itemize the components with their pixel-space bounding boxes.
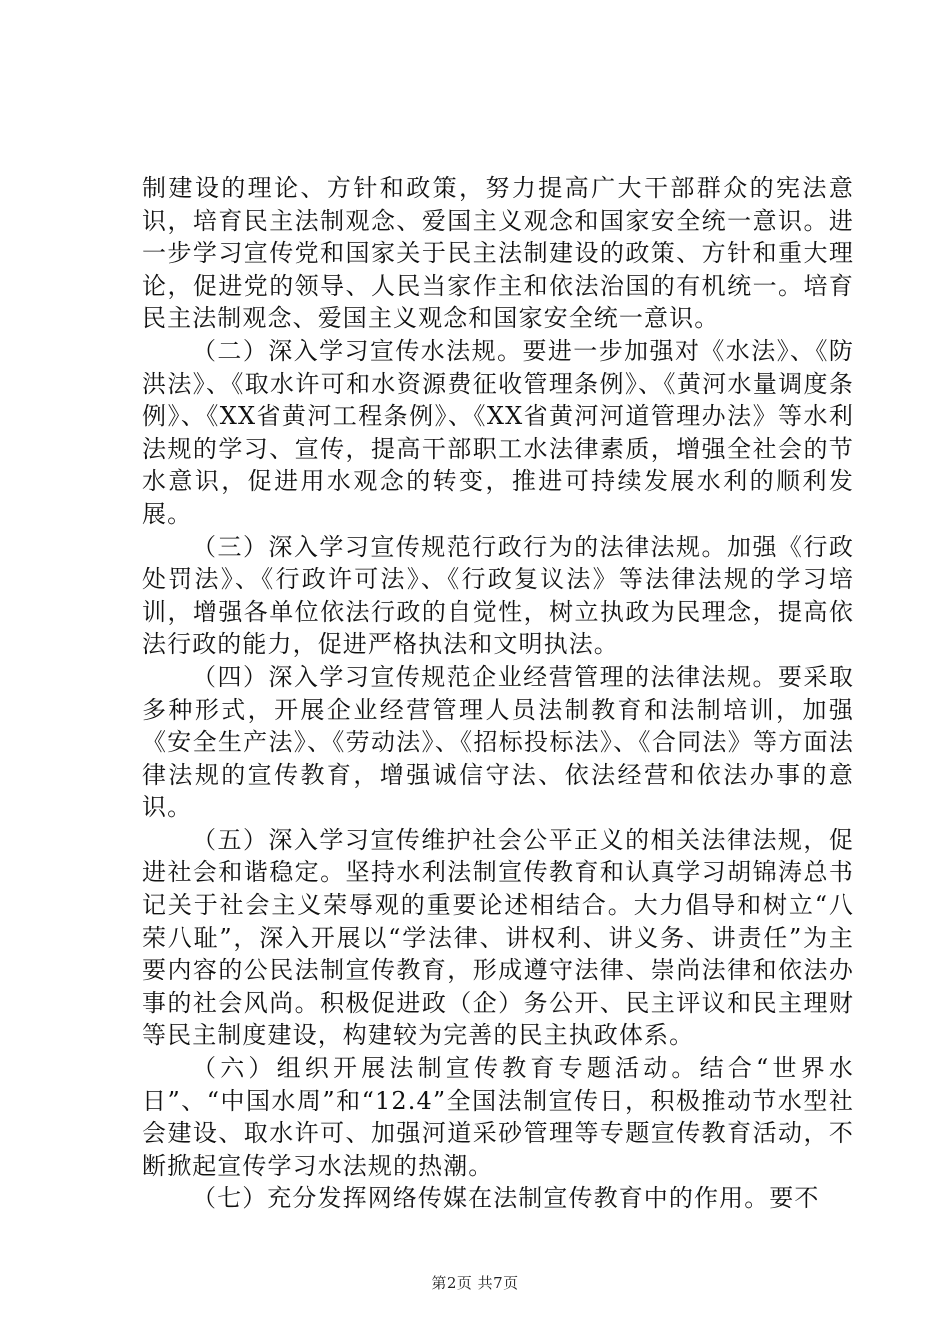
paragraph-section-3: （三）深入学习宣传规范行政行为的法律法规。加强《行政处罚法》、《行政许可法》、《行政复议法》等法律法规的学习培训，增强各单位依法行政的自觉性，树立执政为民理念，提高依法行政的能力，促进严格执法和文明执法。 [142,532,854,659]
paragraph-section-5: （五）深入学习宣传维护社会公平正义的相关法律法规，促进社会和谐稳定。坚持水利法制宣传教育和认真学习胡锦涛总书记关于社会主义荣辱观的重要论述相结合。大力倡导和树立“八荣八耻”，深入开展以“学法律、讲权利、讲义务、讲责任”为主要内容的公民法制宣传教育，形成遵守法律、崇尚法律和依法办事的社会风尚。积极促进政（企）务公开、民主评议和民主理财等民主制度建设，构建较为完善的民主执政体系。 [142,825,854,1050]
page-number-footer: 第2页 共7页 [431,1274,519,1292]
paragraph-section-2: （二）深入学习宣传水法规。要进一步加强对《水法》、《防洪法》、《取水许可和水资源费征收管理条例》、《黄河水量调度条例》、《XX省黄河工程条例》、《XX省黄河河道管理办法》等水利法规的学习、宣传，提高干部职工水法律素质，增强全社会的节水意识，促进用水观念的转变，推进可持续发展水利的顺利发展。 [142,336,854,528]
paragraph-section-7: （七）充分发挥网络传媒在法制宣传教育中的作用。要不 [192,1184,820,1213]
paragraph-section-4: （四）深入学习宣传规范企业经营管理的法律法规。要采取多种形式，开展企业经营管理人员法制教育和法制培训，加强《安全生产法》、《劳动法》、《招标投标法》、《合同法》等方面法律法规的宣传教育，增强诚信守法、依法经营和依法办事的意识。 [142,662,854,822]
document-body [142,172,854,1215]
paragraph-continuation: 制建设的理论、方针和政策，努力提高广大干部群众的宪法意识，培育民主法制观念、爱国主义观念和国家安全统一意识。进一步学习宣传党和国家关于民主法制建设的政策、方针和重大理论，促进党的领导、人民当家作主和依法治国的有机统一。培育民主法制观念、爱国主义观念和国家安全统一意识。 [142,174,854,333]
paragraph-section-6: （六）组织开展法制宣传教育专题活动。结合“世界水日”、“中国水周”和“12.4”全国法制宣传日，积极推动节水型社会建设、取水许可、加强河道采砂管理等专题宣传教育活动，不断掀起宣传学习水法规的热潮。 [142,1054,854,1180]
